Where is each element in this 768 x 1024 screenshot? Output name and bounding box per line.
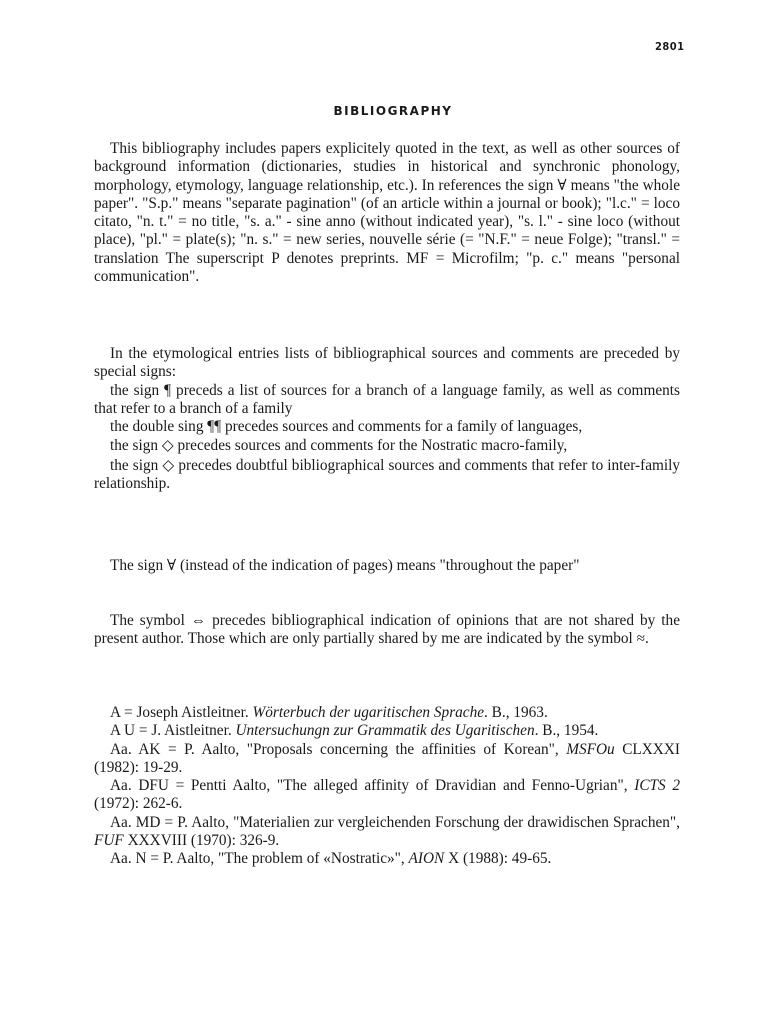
reference-title: MSFOu xyxy=(566,740,615,758)
reference-text: . B., 1954. xyxy=(534,722,599,740)
sign-prefix-text: the sign xyxy=(110,456,159,474)
reference-text: CLXXXI (1982): 19-29. xyxy=(94,740,680,776)
diamond-icon: ◇ xyxy=(162,455,175,474)
sign-prefix-text: the sign xyxy=(110,437,159,455)
reference-entry xyxy=(94,722,680,740)
reference-text: A U = J. Aistleitner. xyxy=(110,722,236,740)
diamond-icon: ◇ xyxy=(161,436,174,455)
sign-doubtful-description xyxy=(94,456,680,494)
sign-family-description: the double sing ¶¶ precedes sources and comments for a family of languages, xyxy=(110,418,583,436)
reference-text: Aa. DFU = Pentti Aalto, "The alleged affinity of Dravidian and Fenno-Ugrian", xyxy=(110,777,635,795)
reference-text: A = Joseph Aistleitner. xyxy=(110,704,253,721)
reference-text: X (1988): 49-65. xyxy=(444,850,552,868)
reference-entry xyxy=(94,777,680,814)
signs-paragraph xyxy=(94,345,680,493)
sign-suffix-text: precedes sources and comments for the Nostratic macro-family, xyxy=(177,437,568,455)
reference-title: Wörterbuch der ugaritischen Sprache xyxy=(252,704,485,721)
page-title: BIBLIOGRAPHY xyxy=(333,104,453,118)
reference-entry xyxy=(94,704,680,722)
throughout-paragraph: The sign ∀ (instead of the indication of pages) means "throughout the paper" xyxy=(110,557,580,574)
symbols-paragraph: The symbol ⇔ precedes bibliographical indication of opinions that are not shared by the present author. Those which are only partially shared by me are indicated by the symbol ≈. xyxy=(94,612,680,648)
sign-macrofamily-description xyxy=(94,436,680,455)
reference-text: XXXVIII (1970): 326-9. xyxy=(123,832,280,850)
page-number: 2801 xyxy=(655,40,685,53)
reference-title: ICTS 2 xyxy=(634,777,680,795)
reference-text: Aa. N = P. Aalto, "The problem of «Nostratic»", xyxy=(110,850,409,868)
reference-text: (1972): 262-6. xyxy=(94,795,183,813)
reference-title: AION xyxy=(408,850,445,868)
reference-text: . B., 1963. xyxy=(484,704,548,721)
sign-branch-description: the sign ¶ preceds a list of sources for a branch of a language family, as well as comments that refer to a branch of a family xyxy=(94,381,680,417)
sign-suffix-text: precedes doubtful bibliographical sources and comments that refer to inter-family relationship. xyxy=(94,456,681,493)
reference-title: FUF xyxy=(94,832,124,850)
reference-text: Aa. MD = P. Aalto, "Materialien zur vergleichenden Forschung der drawidischen Sprachen", xyxy=(110,813,680,831)
intro-paragraph: This bibliography includes papers explicitely quoted in the text, as well as other sources of background information (dictionaries, studies in historical and synchronic phonology, morphology, etymology, language relationship, etc.). In references the sign ∀ means "the whole paper". "S.p." means "separate pagination" (of an article within a journal or book); "l.c." = loco citato, "n. t." = no title, "s. a." - sine anno (without indicated year), "s. l." - sine loco (without place), "pl." = plate(s); "n. s." = new series, nouvelle série (= "N.F." = neue Folge); "transl." = translation The superscript P denotes preprints. MF = Microfilm; "p. c." means "personal communication". xyxy=(94,140,680,286)
reference-entry xyxy=(94,741,680,778)
reference-entry xyxy=(94,814,680,851)
reference-title: Untersuchungn zur Grammatik des Ugaritischen xyxy=(235,722,535,740)
signs-lead-text: In the etymological entries lists of bibliographical sources and comments are preceded by special signs: xyxy=(94,345,680,381)
reference-entry xyxy=(94,850,680,868)
reference-text: Aa. AK = P. Aalto, "Proposals concerning the affinities of Korean", xyxy=(110,740,567,758)
reference-list xyxy=(94,704,680,869)
